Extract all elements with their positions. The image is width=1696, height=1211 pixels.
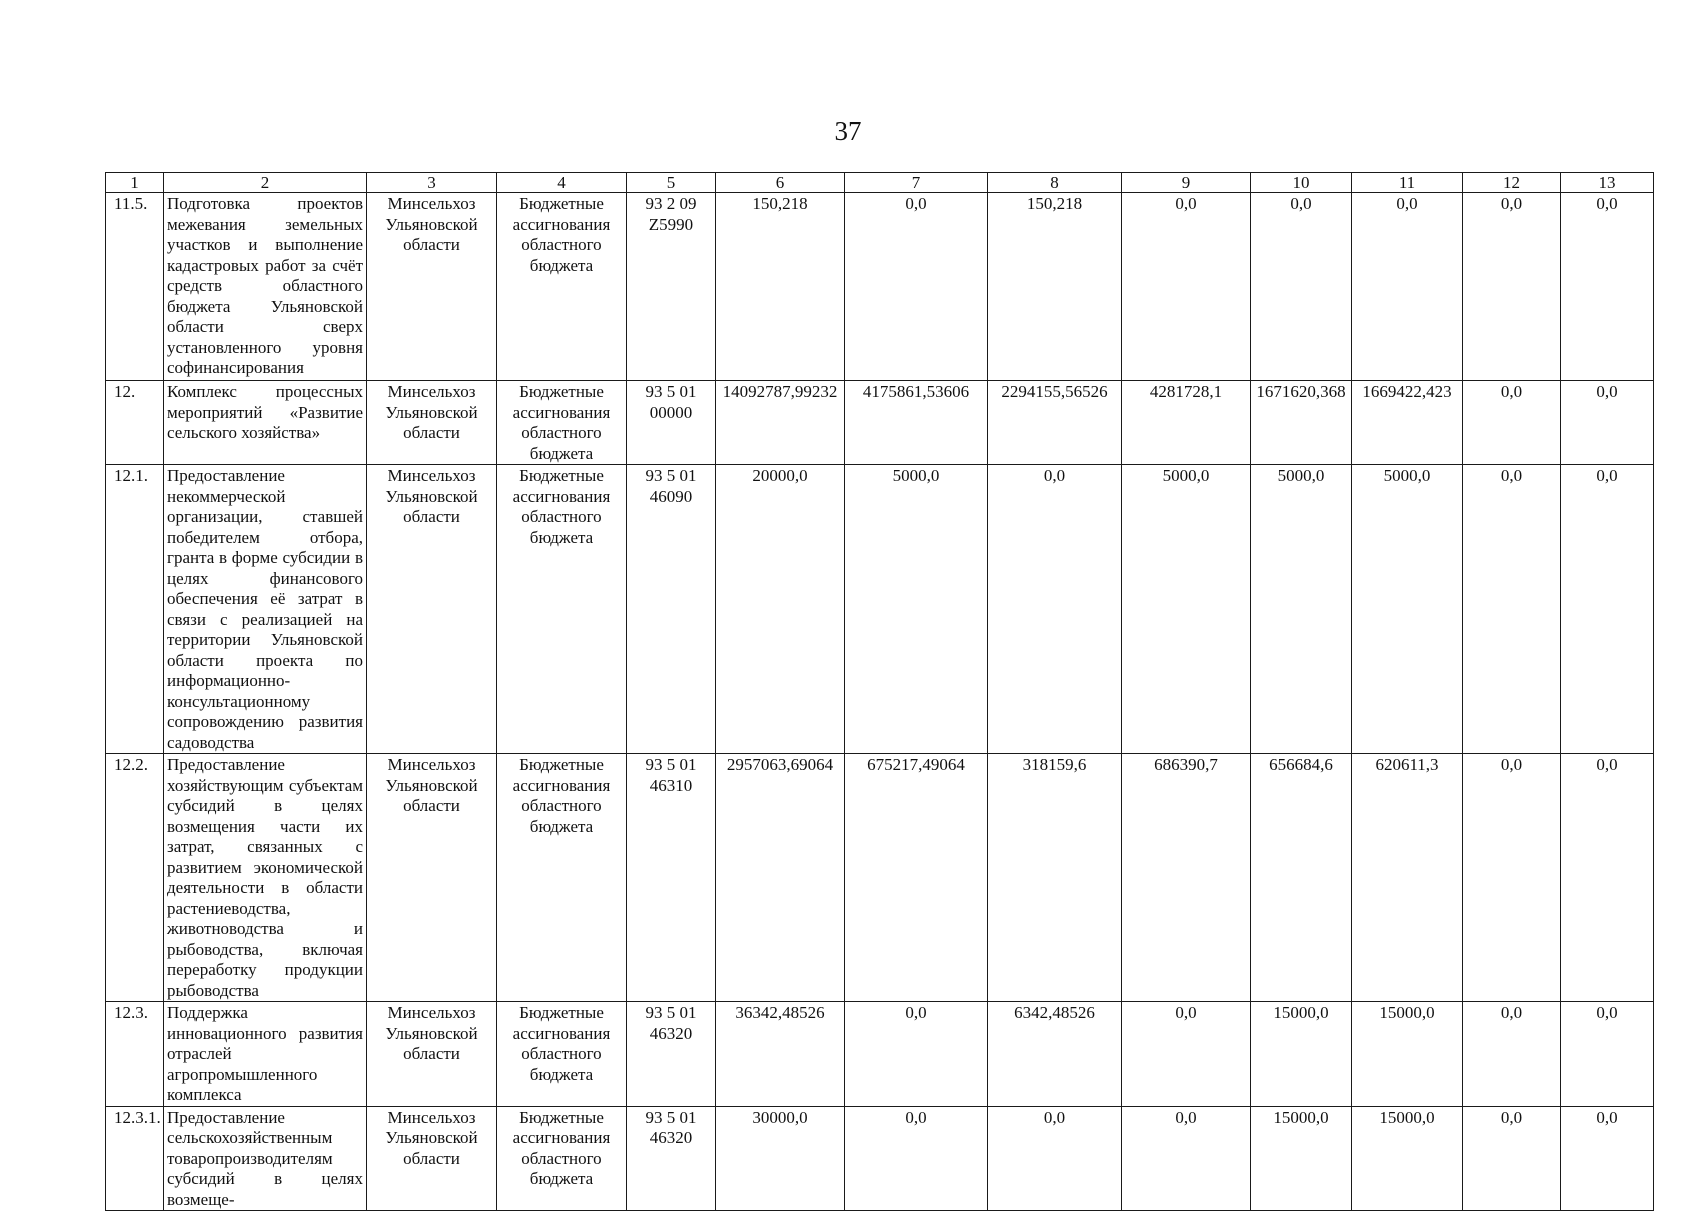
row-number: 12.2. [106,754,164,1002]
row-value: 0,0 [1122,193,1251,381]
row-value: 2957063,69064 [716,754,845,1002]
row-funding-source: Бюджетные ассигнования областного бюджета [497,754,627,1002]
row-value: 0,0 [1561,193,1654,381]
row-value: 0,0 [1122,1002,1251,1107]
column-header: 10 [1251,173,1352,193]
table-row [106,754,1654,1002]
row-value: 14092787,99232 [716,381,845,465]
row-value: 0,0 [988,1106,1122,1211]
row-value: 1671620,368 [1251,381,1352,465]
table-row [106,193,1654,381]
table-row [106,465,1654,754]
row-value: 2294155,56526 [988,381,1122,465]
row-executor: Минсельхоз Ульяновской области [367,1002,497,1107]
row-name: Предоставление некоммерческой организации, ставшей победителем отбора, гранта в форме субсидии в целях финансового обеспечения её затрат в связи с реализацией на территории Ульяновской области проекта по информационно-консультационному сопровождению развития садоводства [164,465,367,754]
row-value: 5000,0 [1352,465,1463,754]
row-value: 675217,49064 [845,754,988,1002]
column-header: 2 [164,173,367,193]
row-name: Поддержка инновационного развития отраслей агропромышленного комплекса [164,1002,367,1107]
row-value: 0,0 [845,1106,988,1211]
table-row [106,1106,1654,1211]
row-executor: Минсельхоз Ульяновской области [367,1106,497,1211]
column-header: 12 [1463,173,1561,193]
row-value: 0,0 [1561,381,1654,465]
column-header: 13 [1561,173,1654,193]
row-value: 620611,3 [1352,754,1463,1002]
row-value: 15000,0 [1251,1106,1352,1211]
row-value: 0,0 [1463,1106,1561,1211]
table-row [106,381,1654,465]
row-value: 4281728,1 [1122,381,1251,465]
row-budget-code: 93 5 01 46090 [627,465,716,754]
row-value: 0,0 [1251,193,1352,381]
page-number: 37 [834,116,862,146]
row-value: 5000,0 [845,465,988,754]
row-value: 318159,6 [988,754,1122,1002]
row-budget-code: 93 5 01 46320 [627,1106,716,1211]
column-header: 11 [1352,173,1463,193]
row-value: 0,0 [1561,465,1654,754]
row-value: 686390,7 [1122,754,1251,1002]
row-value: 36342,48526 [716,1002,845,1107]
row-value: 0,0 [1463,754,1561,1002]
row-funding-source: Бюджетные ассигнования областного бюджета [497,1106,627,1211]
column-header: 1 [106,173,164,193]
row-number: 11.5. [106,193,164,381]
row-name: Предоставление хозяйствующим субъектам субсидий в целях возмещения части их затрат, связанных с развитием экономической деятельности в области растениеводства, животноводства и рыбоводства, включая переработку продукции рыбоводства [164,754,367,1002]
column-header: 4 [497,173,627,193]
row-value: 0,0 [988,465,1122,754]
row-name: Подготовка проектов межевания земельных участков и выполнение кадастровых работ за счёт средств областного бюджета Ульяновской области сверх установленного уровня софинансирования [164,193,367,381]
row-executor: Минсельхоз Ульяновской области [367,381,497,465]
row-value: 4175861,53606 [845,381,988,465]
column-header: 5 [627,173,716,193]
row-executor: Минсельхоз Ульяновской области [367,193,497,381]
row-value: 150,218 [988,193,1122,381]
row-value: 0,0 [1463,193,1561,381]
row-value: 6342,48526 [988,1002,1122,1107]
column-number-row [106,173,1654,193]
column-header: 6 [716,173,845,193]
column-header: 7 [845,173,988,193]
row-funding-source: Бюджетные ассигнования областного бюджета [497,465,627,754]
row-value: 1669422,423 [1352,381,1463,465]
row-value: 0,0 [845,193,988,381]
row-value: 5000,0 [1251,465,1352,754]
row-number: 12. [106,381,164,465]
row-value: 0,0 [1352,193,1463,381]
row-value: 656684,6 [1251,754,1352,1002]
row-budget-code: 93 5 01 46320 [627,1002,716,1107]
row-value: 0,0 [1561,1106,1654,1211]
row-budget-code: 93 5 01 00000 [627,381,716,465]
row-value: 0,0 [1463,465,1561,754]
row-value: 0,0 [1122,1106,1251,1211]
row-funding-source: Бюджетные ассигнования областного бюджета [497,1002,627,1107]
row-value: 0,0 [845,1002,988,1107]
column-header: 8 [988,173,1122,193]
row-value: 0,0 [1561,754,1654,1002]
row-name: Комплекс процессных мероприятий «Развитие сельского хозяйства» [164,381,367,465]
row-value: 15000,0 [1251,1002,1352,1107]
row-number: 12.3. [106,1002,164,1107]
row-executor: Минсельхоз Ульяновской области [367,754,497,1002]
row-value: 5000,0 [1122,465,1251,754]
row-value: 15000,0 [1352,1002,1463,1107]
row-name: Предоставление сельскохозяйственным товаропроизводителям субсидий в целях возмеще- [164,1106,367,1211]
column-header: 3 [367,173,497,193]
row-value: 0,0 [1463,1002,1561,1107]
row-value: 20000,0 [716,465,845,754]
row-budget-code: 93 5 01 46310 [627,754,716,1002]
row-value: 30000,0 [716,1106,845,1211]
budget-table [105,172,1654,1211]
row-number: 12.1. [106,465,164,754]
row-number: 12.3.1. [106,1106,164,1211]
row-value: 0,0 [1463,381,1561,465]
row-executor: Минсельхоз Ульяновской области [367,465,497,754]
row-value: 0,0 [1561,1002,1654,1107]
row-value: 15000,0 [1352,1106,1463,1211]
row-budget-code: 93 2 09 Z5990 [627,193,716,381]
row-funding-source: Бюджетные ассигнования областного бюджета [497,381,627,465]
row-funding-source: Бюджетные ассигнования областного бюджета [497,193,627,381]
table-row [106,1002,1654,1107]
row-value: 150,218 [716,193,845,381]
column-header: 9 [1122,173,1251,193]
